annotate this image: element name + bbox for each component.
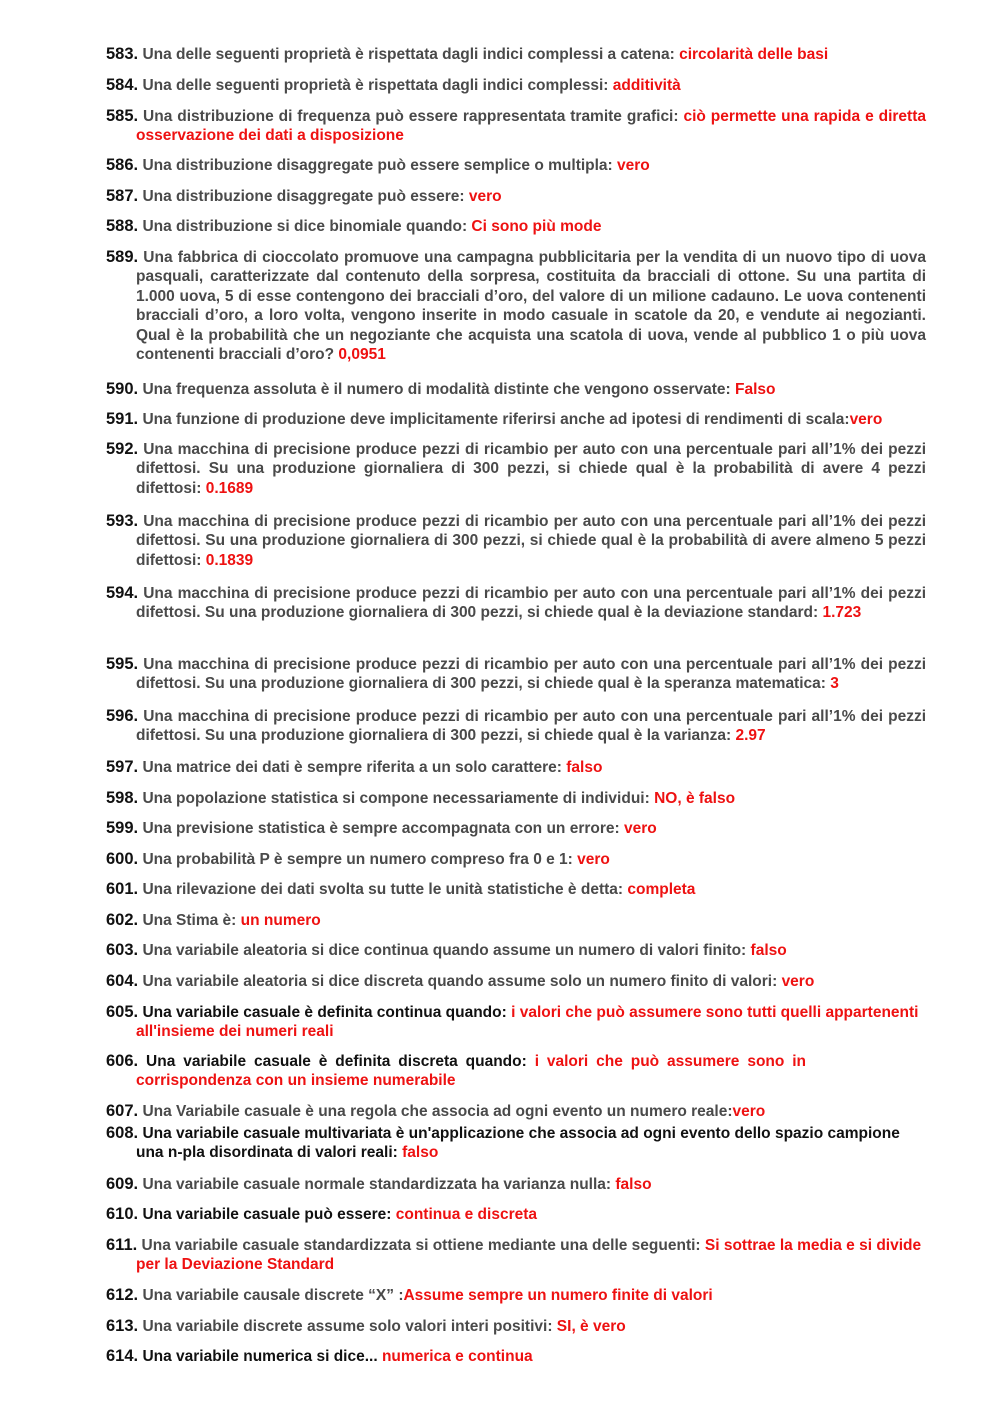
item-question: Una variabile casuale normale standardizzata ha varianza nulla: <box>142 1175 612 1193</box>
item-number: 588. <box>106 216 139 235</box>
item-number: 613. <box>106 1316 139 1335</box>
item-question: Una popolazione statistica si compone necessariamente di individui: <box>142 789 650 807</box>
item-question: Una macchina di precisione produce pezzi di ricambio per auto con una percentuale pari all’1% dei pezzi difettosi. Su una produzione giornaliera di 300 pezzi, si chiede qual è la probabilità di avere almeno 5 pezzi difettosi: <box>136 512 926 569</box>
item-question: Una distribuzione disaggregate può essere: <box>142 187 465 205</box>
qa-item-610 <box>106 1205 926 1225</box>
item-number: 612. <box>106 1285 139 1304</box>
item-answer: continua e discreta <box>395 1205 537 1223</box>
item-answer: i valori che può assumere sono tutti quelli appartenenti all'insieme dei numeri reali <box>136 1003 919 1041</box>
qa-item-614 <box>106 1347 926 1367</box>
item-question: Una delle seguenti proprietà è rispettata dagli indici complessi a catena: <box>142 45 675 63</box>
item-question: Una fabbrica di cioccolato promuove una campagna pubblicitaria per la vendita di un nuovo tipo di uova pasquali, caratterizzate dal contenuto della sorpresa, costituita da bracciali di ottone. Su una partita di 1.000 uova, 5 di esse contengono dei bracciali d’oro, del valore di un milione cadauno. Le uova contenenti bracciali d’oro, a loro volta, vengono inserite in modo casuale in scatole da 20, e vendute ai negozianti. Qual è la probabilità che un negoziante che acquista una scatola di uova, vende al pubblico 1 o più uova contenenti bracciali d’oro? <box>136 248 927 364</box>
item-number: 600. <box>106 849 139 868</box>
item-answer: falso <box>566 758 603 776</box>
item-number: 608. <box>106 1123 139 1142</box>
item-number: 590. <box>106 379 139 398</box>
item-answer: SI, è vero <box>556 1317 626 1335</box>
item-question: Una macchina di precisione produce pezzi di ricambio per auto con una percentuale pari all’1% dei pezzi difettosi. Su una produzione giornaliera di 300 pezzi, si chiede qual è la deviazione standard: <box>136 584 926 622</box>
item-question: Una Stima è: <box>142 911 237 929</box>
qa-item-600 <box>106 850 926 870</box>
item-answer: vero <box>577 850 610 868</box>
item-number: 599. <box>106 818 139 837</box>
item-question: Una distribuzione disaggregate può essere semplice o multipla: <box>142 156 613 174</box>
item-question: Una variabile aleatoria si dice continua quando assume un numero di valori finito: <box>142 941 747 959</box>
item-number: 614. <box>106 1346 139 1365</box>
item-answer: numerica e continua <box>381 1347 533 1365</box>
qa-item-609 <box>106 1175 926 1195</box>
qa-item-604 <box>106 972 926 992</box>
item-answer: vero <box>623 819 657 837</box>
item-question: Una macchina di precisione produce pezzi di ricambio per auto con una percentuale pari all’1% dei pezzi difettosi. Su una produzione giornaliera di 300 pezzi, si chiede qual è la varianza: <box>136 707 926 745</box>
qa-item-586 <box>106 156 926 176</box>
item-number: 603. <box>106 940 139 959</box>
item-answer: Si sottrae la media e si divide per la Deviazione Standard <box>136 1236 922 1274</box>
item-answer: i valori che può assumere sono in corrispondenza con un insieme numerabile <box>136 1052 807 1090</box>
qa-item-588 <box>106 217 926 237</box>
item-number: 602. <box>106 910 139 929</box>
item-answer: 2.97 <box>735 727 766 745</box>
item-number: 606. <box>106 1051 139 1070</box>
item-number: 605. <box>106 1002 139 1021</box>
item-question: Una previsione statistica è sempre accompagnata con un errore: <box>142 819 620 837</box>
item-answer: 3 <box>830 675 839 693</box>
item-question: Una frequenza assoluta è il numero di modalità distinte che vengono osservate: <box>142 380 731 398</box>
item-answer: un numero <box>240 911 321 929</box>
item-question: Una variabile causale discrete “X” : <box>142 1286 404 1304</box>
item-question: Una variabile discrete assume solo valori interi positivi: <box>142 1317 553 1335</box>
qa-item-606 <box>106 1052 806 1091</box>
item-number: 610. <box>106 1204 139 1223</box>
item-number: 598. <box>106 788 139 807</box>
item-answer: falso <box>750 941 787 959</box>
item-answer: 0.1839 <box>205 551 254 569</box>
qa-item-595 <box>106 655 926 694</box>
qa-item-589 <box>106 248 926 366</box>
item-question: Una variabile casuale multivariata è un'applicazione che associa ad ogni evento dello spazio campione una n-pla disordinata di valori reali: <box>136 1124 900 1162</box>
item-answer: 0.1689 <box>205 479 254 497</box>
item-question: Una variabile casuale standardizzata si ottiene mediante una delle seguenti: <box>141 1236 701 1254</box>
item-answer: 0,0951 <box>338 346 386 364</box>
item-number: 583. <box>106 44 139 63</box>
qa-item-608 <box>106 1124 926 1163</box>
item-number: 592. <box>106 439 139 458</box>
item-answer: vero <box>849 410 883 428</box>
item-answer: Assume sempre un numero finite di valori <box>403 1286 713 1304</box>
item-question: Una funzione di produzione deve implicitamente riferirsi anche ad ipotesi di rendimenti di scala: <box>142 410 850 428</box>
item-answer: vero <box>781 972 815 990</box>
qa-item-587 <box>106 187 926 207</box>
item-answer: circolarità delle basi <box>679 45 829 63</box>
item-number: 609. <box>106 1174 139 1193</box>
item-question: Una Variabile casuale è una regola che associa ad ogni evento un numero reale: <box>142 1102 733 1120</box>
item-answer: vero <box>468 187 502 205</box>
item-answer: ciò permette una rapida e diretta osservazione dei dati a disposizione <box>136 107 926 145</box>
item-answer: NO, è falso <box>654 789 736 807</box>
item-number: 584. <box>106 75 139 94</box>
item-answer: 1.723 <box>822 604 862 622</box>
qa-item-602 <box>106 911 926 931</box>
item-answer: vero <box>732 1102 766 1120</box>
item-number: 589. <box>106 247 139 266</box>
item-number: 611. <box>106 1235 138 1254</box>
qa-item-596 <box>106 707 926 746</box>
qa-item-612 <box>106 1286 926 1306</box>
item-answer: falso <box>402 1144 439 1162</box>
item-number: 601. <box>106 879 139 898</box>
item-number: 587. <box>106 186 139 205</box>
item-number: 607. <box>106 1101 139 1120</box>
item-number: 596. <box>106 706 139 725</box>
qa-item-603 <box>106 941 926 961</box>
item-answer: completa <box>627 880 696 898</box>
qa-item-597 <box>106 758 926 778</box>
qa-item-592 <box>106 440 926 499</box>
item-number: 593. <box>106 511 139 530</box>
item-question: Una macchina di precisione produce pezzi di ricambio per auto con una percentuale pari all’1% dei pezzi difettosi. Su una produzione giornaliera di 300 pezzi, si chiede qual è la probabilità di avere 4 pezzi difettosi: <box>136 440 926 497</box>
item-answer: Falso <box>735 380 776 398</box>
item-question: Una distribuzione si dice binomiale quando: <box>142 217 468 235</box>
item-number: 597. <box>106 757 139 776</box>
qa-item-611 <box>106 1236 926 1275</box>
item-answer: falso <box>615 1175 652 1193</box>
qa-item-583 <box>106 45 926 65</box>
item-question: Una distribuzione di frequenza può essere rappresentata tramite grafici: <box>143 107 679 125</box>
qa-item-591 <box>106 410 926 430</box>
item-number: 585. <box>106 106 139 125</box>
qa-item-598 <box>106 789 926 809</box>
item-number: 594. <box>106 583 139 602</box>
item-question: Una rilevazione dei dati svolta su tutte le unità statistiche è detta: <box>142 880 624 898</box>
item-number: 604. <box>106 971 139 990</box>
qa-item-585 <box>106 107 926 146</box>
item-question: Una variabile casuale può essere: <box>142 1205 392 1223</box>
item-question: Una variabile casuale è definita continua quando: <box>142 1003 507 1021</box>
item-question: Una probabilità P è sempre un numero compreso fra 0 e 1: <box>142 850 573 868</box>
item-question: Una variabile casuale è definita discreta quando: <box>146 1052 527 1070</box>
item-answer: additività <box>612 76 681 94</box>
qa-item-593 <box>106 512 926 571</box>
qa-item-590 <box>106 380 926 400</box>
item-number: 595. <box>106 654 139 673</box>
qa-item-601 <box>106 880 926 900</box>
qa-item-605 <box>106 1003 926 1042</box>
item-number: 586. <box>106 155 139 174</box>
item-question: Una variabile aleatoria si dice discreta quando assume solo un numero finito di valori: <box>142 972 778 990</box>
item-question: Una macchina di precisione produce pezzi di ricambio per auto con una percentuale pari all’1% dei pezzi difettosi. Su una produzione giornaliera di 300 pezzi, si chiede qual è la speranza matematica: <box>136 655 926 693</box>
qa-item-584 <box>106 76 926 96</box>
item-question: Una variabile numerica si dice... <box>142 1347 378 1365</box>
item-answer: vero <box>617 156 650 174</box>
qa-item-607 <box>106 1102 926 1122</box>
item-answer: Ci sono più mode <box>471 217 602 235</box>
item-question: Una delle seguenti proprietà è rispettata dagli indici complessi: <box>142 76 609 94</box>
qa-item-594 <box>106 584 926 623</box>
item-number: 591. <box>106 409 139 428</box>
qa-item-613 <box>106 1317 926 1337</box>
item-question: Una matrice dei dati è sempre riferita a un solo carattere: <box>142 758 562 776</box>
qa-item-599 <box>106 819 926 839</box>
